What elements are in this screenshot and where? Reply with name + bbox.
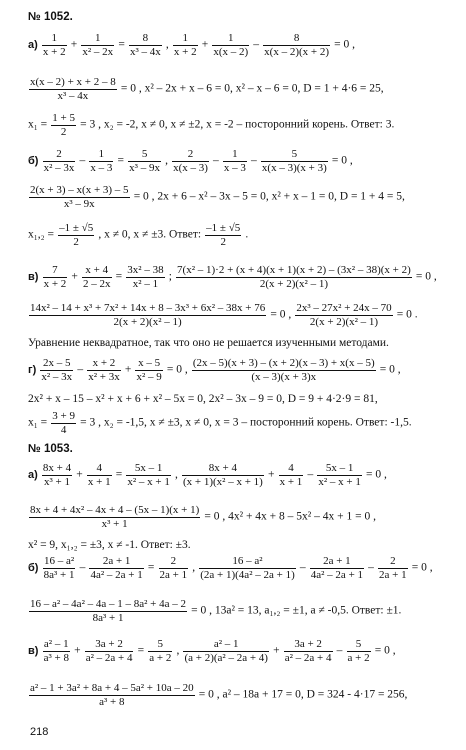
fraction [40, 357, 73, 383]
math-text: = 0 , [374, 644, 396, 657]
numerator: 5 [128, 148, 161, 162]
denominator: x³ – 9x [129, 161, 160, 174]
fraction [87, 357, 121, 383]
math-text: = 0 , 2x + 6 – x² – 3x – 5 = 0, x² + x – 1 = 0, D = 1 + 4 = 5, [133, 190, 405, 203]
denominator: 2 – 2x [83, 277, 111, 290]
numerator: a² – 1 [183, 638, 269, 652]
math-text: x₁ = [28, 118, 48, 131]
numerator: (2x – 5)(x + 3) – (x + 2)(x – 3) + x(x – 5) [192, 357, 375, 369]
numerator: x + 2 [87, 357, 121, 371]
fraction [43, 148, 76, 174]
fraction [261, 148, 328, 174]
fraction [172, 148, 209, 174]
fraction [205, 222, 241, 248]
numerator: 8 [263, 32, 330, 46]
denominator: x + 1 [87, 475, 111, 488]
equation-1053a-line3: x² = 9, x₁,₂ = ±3, x ≠ -1. Ответ: ±3. [28, 539, 191, 551]
fraction [135, 357, 162, 383]
equation-1052g-line3 [28, 410, 412, 436]
denominator: (2a + 1)(4a² – 2a + 1) [200, 568, 295, 581]
numerator: 5x – 1 [317, 462, 362, 476]
fraction [317, 462, 362, 488]
math-text: = 0 , 13a² = 13, a₁,₂ = ±1, a ≠ -0,5. Ответ: ±1. [191, 604, 402, 617]
fraction [310, 555, 364, 581]
fraction [29, 598, 187, 624]
fraction [128, 148, 161, 174]
math-text: = 0 , [379, 363, 401, 376]
numerator: 4 [279, 462, 304, 476]
fraction [89, 148, 113, 174]
math-text: x₁ = [28, 416, 48, 429]
fraction [29, 184, 130, 210]
equation-1052a-line1 [28, 32, 355, 58]
equation-1053v-line1 [28, 638, 396, 664]
operator: – [368, 561, 374, 574]
fraction [148, 638, 172, 664]
denominator: a² – 2a + 4 [85, 651, 133, 664]
math-text: = 3 , x₂ = -1,5, x ≠ ±3, x ≠ 0, x = 3 – посторонний корень. Ответ: -1,5. [80, 416, 412, 429]
fraction [295, 302, 392, 328]
part-label: а) [28, 39, 38, 52]
denominator: x² – 3x [43, 161, 75, 174]
problem-number-1052: № 1052. [28, 11, 73, 23]
operator: – [213, 154, 219, 167]
fraction [279, 462, 304, 488]
math-text: = 0 , [415, 270, 437, 283]
numerator: 2a + 1 [89, 555, 143, 569]
fraction [199, 555, 296, 581]
numerator: 2x³ – 27x² + 24x – 70 [296, 302, 392, 314]
equation-1053b-line2 [28, 598, 401, 624]
numerator: 16 – a² [43, 555, 75, 567]
numerator: 5 [347, 638, 371, 652]
denominator: x + 2 [42, 45, 66, 58]
numerator: 1 [81, 32, 114, 46]
operator: – [336, 644, 343, 657]
numerator: a² – 1 + 3a² + 8a + 4 – 5a² + 10a – 20 [30, 682, 194, 694]
equation-1053a-line1 [28, 462, 387, 488]
fraction [85, 638, 134, 664]
math-text: = 0 , a² – 18a + 17 = 0, D = 324 - 4·17 = 256, [198, 688, 408, 701]
operator: – [77, 363, 84, 376]
denominator: (a + 2)(a² – 2a + 4) [184, 651, 268, 664]
fraction [51, 112, 76, 138]
denominator: 4a² – 2a + 1 [310, 568, 364, 581]
fraction [82, 264, 112, 290]
numerator: 2(x + 3) – x(x + 3) – 5 [30, 184, 129, 196]
operator: ; [168, 270, 172, 283]
fraction [182, 462, 264, 488]
denominator: 2(x + 2)(x² – 1) [113, 315, 182, 328]
denominator: x² – x + 1 [318, 475, 361, 488]
numerator: x(x – 2) + x + 2 – 8 [30, 76, 116, 88]
operator: – [79, 561, 86, 574]
equation-1053v-line2 [28, 682, 407, 708]
numerator: 5 [261, 148, 328, 162]
numerator: 2 [378, 555, 408, 569]
numerator: 1 [212, 32, 249, 46]
fraction [284, 638, 333, 664]
fraction [223, 148, 247, 174]
math-text: . [245, 228, 249, 241]
fraction [29, 76, 117, 102]
equation-1052g-line1 [28, 357, 401, 383]
fraction [43, 555, 76, 581]
numerator: 16 – a² – 4a² – 4a – 1 – 8a² + 4a – 2 [30, 598, 187, 610]
operator: + [201, 38, 209, 51]
part-label: г) [28, 364, 37, 377]
operator: = [147, 561, 155, 574]
denominator: (x – 3)(x + 3)x [251, 370, 317, 383]
math-text: = 0 , [411, 561, 433, 574]
fraction [43, 638, 70, 664]
operator: + [273, 644, 280, 657]
part-label: в) [28, 271, 39, 284]
numerator: 16 – a² [199, 555, 296, 569]
numerator: 3 + 9 [52, 410, 75, 422]
note-text: Уравнение неквадратное, так что оно не решается изученными методами. [28, 337, 389, 349]
operator: + [76, 468, 83, 481]
numerator: 1 + 5 [52, 112, 75, 124]
denominator: 2a + 1 [379, 568, 407, 581]
operator: , [192, 561, 196, 574]
denominator: a³ + 8 [43, 651, 69, 664]
denominator: x(x – 2)(x + 2) [264, 45, 330, 58]
numerator: 8x + 4 + 4x² – 4x + 4 – (5x – 1)(x + 1) [30, 504, 200, 516]
numerator: 2x – 5 [40, 357, 73, 371]
fraction [81, 32, 114, 58]
fraction [129, 32, 162, 58]
equation-1053a-line2 [28, 504, 376, 530]
math-text: = 0 , [334, 38, 356, 51]
fraction [42, 462, 72, 488]
numerator: 8x + 4 [182, 462, 264, 476]
operator: , [165, 38, 169, 51]
fraction [378, 555, 408, 581]
denominator: x³ + 1 [44, 475, 71, 488]
numerator: 1 [223, 148, 247, 162]
denominator: x³ + 1 [101, 517, 128, 530]
equation-1052a-line2 [28, 76, 384, 102]
fraction [159, 555, 189, 581]
page-number: 218 [30, 726, 49, 738]
fraction [29, 682, 195, 708]
math-text: x₁,₂ = [28, 228, 55, 241]
operator: – [307, 468, 314, 481]
numerator: –1 ± √5 [59, 222, 94, 234]
numerator: 8 [129, 32, 162, 46]
operator: + [267, 468, 275, 481]
math-text: = 0 , [166, 363, 188, 376]
part-label: а) [28, 469, 38, 482]
denominator: 4a² – 2a + 1 [90, 568, 143, 581]
equation-1052a-line3 [28, 112, 394, 138]
denominator: x + 1 [279, 475, 303, 488]
denominator: a³ + 8 [99, 695, 125, 708]
fraction [212, 32, 249, 58]
equation-1052b-line2 [28, 184, 405, 210]
math-text: = 0 , 4x² + 4x + 8 – 5x² – 4x + 1 = 0 , [204, 510, 376, 523]
fraction [29, 302, 266, 328]
denominator: 2(x + 2)(x² – 1) [309, 315, 379, 328]
fraction [263, 32, 330, 58]
operator: , [176, 644, 180, 657]
denominator: x(x – 3)(x + 3) [261, 161, 327, 174]
fraction [87, 462, 112, 488]
denominator: x – 3 [90, 161, 113, 174]
operator: , [165, 154, 168, 167]
part-label: б) [28, 155, 39, 168]
denominator: x³ – 4x [57, 89, 89, 102]
equation-1052b-line1 [28, 148, 353, 174]
fraction [89, 555, 143, 581]
numerator: 2 [159, 555, 189, 569]
denominator: x(x – 2) [213, 45, 249, 58]
numerator: 4 [87, 462, 112, 476]
denominator: x² – 9 [136, 370, 162, 383]
denominator: x³ – 4x [129, 45, 161, 58]
numerator: x + 4 [82, 264, 112, 278]
numerator: 3x² – 38 [127, 264, 164, 276]
denominator: x + 2 [43, 277, 67, 290]
numerator: 2a + 1 [310, 555, 364, 569]
numerator: 1 [173, 32, 198, 46]
equation-1053b-line1 [28, 555, 433, 581]
numerator: 1 [89, 148, 113, 162]
operator: = [118, 38, 125, 51]
operator: – [79, 154, 86, 167]
operator: + [71, 270, 78, 283]
denominator: x² – 3x [41, 370, 73, 383]
numerator: a² – 1 [43, 638, 69, 650]
equation-1052g-line2: 2x² + x – 15 – x² + x + 6 + x² – 5x = 0, 2x² – 3x – 9 = 0, D = 9 + 4·2·9 = 81, [28, 393, 378, 405]
fraction [192, 357, 376, 383]
operator: + [70, 38, 78, 51]
operator: = [137, 644, 145, 657]
fraction [126, 264, 164, 290]
denominator: a + 2 [347, 651, 370, 664]
part-label: б) [28, 562, 39, 575]
equation-1052v-line2 [28, 302, 418, 328]
equation-1052b-line3 [28, 222, 248, 248]
operator: – [253, 38, 260, 51]
operator: , [174, 468, 178, 481]
denominator: a + 2 [149, 651, 172, 664]
denominator: (x + 1)(x² – x + 1) [182, 475, 263, 488]
numerator: 3a + 2 [284, 638, 333, 652]
denominator: a² – 2a + 4 [284, 651, 332, 664]
denominator: 2a + 1 [159, 568, 188, 581]
operator: = [115, 270, 123, 283]
fraction [43, 264, 68, 290]
denominator: 2 [73, 235, 79, 248]
denominator: x² – 2x [82, 45, 114, 58]
numerator: 8x + 4 [42, 462, 72, 474]
math-text: = 0 . [396, 308, 418, 321]
fraction [176, 264, 412, 290]
operator: + [74, 644, 81, 657]
operator: + [124, 363, 132, 376]
fraction [183, 638, 269, 664]
denominator: x(x – 3) [173, 161, 208, 174]
numerator: 3a + 2 [85, 638, 134, 652]
equation-1052v-line1 [28, 264, 437, 290]
numerator: 2 [172, 148, 209, 162]
math-text: = 0 , [365, 468, 387, 481]
numerator: x – 5 [135, 357, 162, 371]
operator: = [115, 468, 123, 481]
operator: – [251, 154, 257, 167]
fraction [126, 462, 171, 488]
denominator: 2(x + 2)(x² – 1) [259, 277, 328, 290]
numerator: –1 ± √5 [206, 222, 241, 234]
fraction [42, 32, 67, 58]
fraction [347, 638, 371, 664]
denominator: 2 [60, 125, 67, 138]
fraction [58, 222, 94, 248]
denominator: x² – 1 [132, 277, 159, 290]
math-text: = 0 , [270, 308, 292, 321]
math-text: = 3 , x₂ = -2, x ≠ 0, x ≠ ±2, x = -2 – посторонний корень. Ответ: 3. [80, 118, 395, 131]
numerator: 7 [43, 264, 68, 278]
problem-number-1053: № 1053. [28, 443, 73, 455]
numerator: 14x² – 14 + x³ + 7x² + 14x + 8 – 3x³ + 6x² – 38x + 76 [30, 302, 266, 314]
numerator: 1 [42, 32, 67, 46]
fraction [51, 410, 76, 436]
operator: = [117, 154, 125, 167]
math-text: = 0 , x² – 2x + x – 6 = 0, x² – x – 6 = 0, D = 1 + 4·6 = 25, [120, 82, 384, 95]
math-text: = 0 , [331, 154, 353, 167]
math-text: , x ≠ 0, x ≠ ±3. Ответ: [98, 228, 202, 241]
denominator: x + 2 [173, 45, 197, 58]
part-label: в) [28, 645, 39, 658]
fraction [173, 32, 198, 58]
fraction [29, 504, 200, 530]
denominator: x² – x + 1 [127, 475, 170, 488]
denominator: 8a³ + 1 [92, 611, 124, 624]
denominator: x² + 3x [88, 370, 120, 383]
numerator: 5x – 1 [126, 462, 171, 476]
denominator: 4 [60, 423, 67, 436]
numerator: 5 [148, 638, 172, 652]
numerator: 7(x² – 1)·2 + (x + 4)(x + 1)(x + 2) – (3x² – 38)(x + 2) [177, 264, 411, 276]
numerator: 2 [43, 148, 76, 162]
denominator: 8a³ + 1 [43, 568, 75, 581]
operator: – [299, 561, 306, 574]
denominator: 2 [220, 235, 226, 248]
denominator: x – 3 [223, 161, 246, 174]
denominator: x³ – 9x [63, 197, 95, 210]
